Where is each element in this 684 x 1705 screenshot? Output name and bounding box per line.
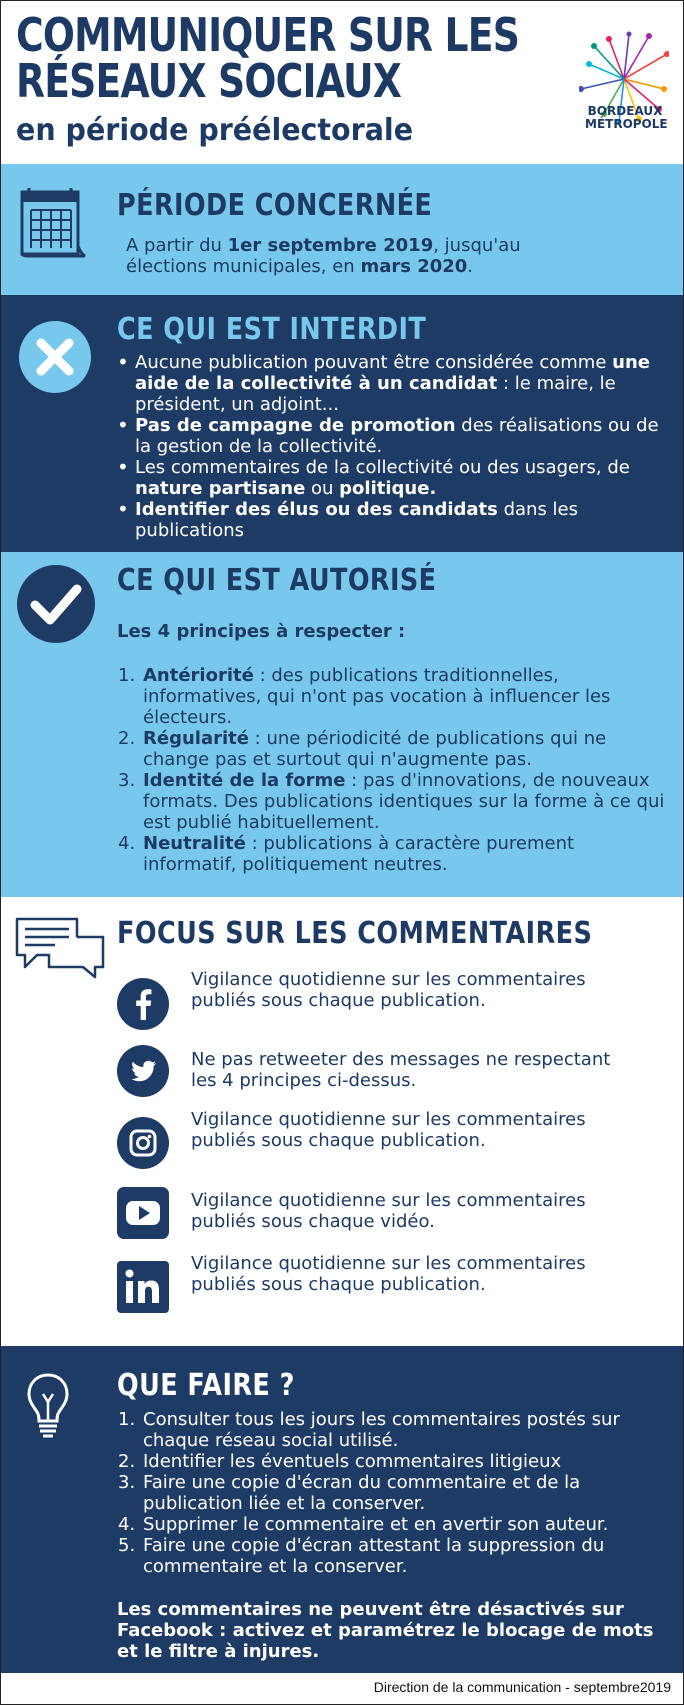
youtube-icon — [117, 1187, 169, 1239]
checkmark-icon — [17, 565, 95, 643]
periode-text-2: , jusqu'au élections municipales, en — [126, 235, 521, 277]
interdit-section — [1, 295, 683, 552]
autorise-item — [118, 770, 668, 833]
twitter-text: Ne pas retweeter des messages ne respectant les 4 principes ci-dessus. — [191, 1049, 611, 1091]
logo-line-1: BORDEAUX — [587, 104, 663, 118]
interdit-item-bold: une aide de la collectivité à un candidat — [135, 352, 650, 394]
autorise-section — [1, 552, 683, 897]
step-text: Consulter tous les jours les commentaires postés sur chaque réseau social utilisé. — [143, 1409, 620, 1451]
instagram-text: Vigilance quotidienne sur les commentaires publiés sous chaque publication. — [191, 1109, 586, 1151]
social-row-linkedin — [117, 1253, 657, 1319]
autorise-list — [118, 665, 668, 875]
social-row-instagram — [117, 1109, 657, 1175]
principle-text: : une périodicité de publications qui ne change pas et surtout qui n'augmente pas. — [143, 728, 607, 770]
linkedin-text: Vigilance quotidienne sur les commentaires publiés sous chaque publication. — [191, 1253, 586, 1295]
periode-text-3: . — [467, 256, 474, 277]
step-text: Faire une copie d'écran attestant la suppression du commentaire et la conserver. — [143, 1535, 605, 1577]
logo-text — [585, 104, 668, 131]
quefaire-item — [118, 1409, 668, 1451]
interdit-item — [135, 352, 675, 415]
autorise-intro: Les 4 principes à respecter : — [117, 621, 406, 642]
social-row-youtube — [117, 1187, 657, 1243]
focus-heading: FOCUS SUR LES COMMENTAIRES — [117, 916, 593, 951]
header — [1, 1, 683, 164]
interdit-item — [135, 499, 675, 541]
interdit-item-text: : le maire, le président, un adjoint... — [135, 373, 616, 415]
quefaire-list — [118, 1409, 668, 1577]
periode-date-end: mars 2020 — [360, 256, 468, 277]
title-line-2: RÉSEAUX SOCIAUX — [16, 54, 402, 108]
interdit-item-text: Aucune publication pouvant être considérée comme — [135, 352, 613, 373]
youtube-text: Vigilance quotidienne sur les commentaires publiés sous chaque vidéo. — [191, 1190, 586, 1232]
principle-text: : publications à caractère purement informatif, politiquement neutres. — [143, 833, 575, 875]
step-text: Supprimer le commentaire et en avertir son auteur. — [143, 1514, 609, 1535]
quefaire-item — [118, 1535, 668, 1577]
title-line-1: COMMUNIQUER SUR LES — [16, 8, 520, 62]
interdit-item-bold: nature partisane — [135, 478, 306, 499]
periode-text — [126, 235, 546, 277]
principle-name: Neutralité — [143, 833, 246, 854]
autorise-item — [118, 728, 668, 770]
footer-credit: Direction de la communication - septembre2019 — [373, 1679, 671, 1695]
principle-text: : des publications traditionnelles, informatives, qui n'ont pas vocation à influencer les électeurs. — [143, 665, 611, 728]
quefaire-item — [118, 1472, 668, 1514]
step-text: Identifier les éventuels commentaires litigieux — [143, 1451, 562, 1472]
quefaire-heading: QUE FAIRE ? — [117, 1368, 295, 1403]
quefaire-item — [118, 1514, 668, 1535]
interdit-item-text: Les commentaires de la collectivité ou des usagers, de — [135, 457, 630, 478]
periode-date-start: 1er septembre 2019 — [227, 235, 434, 256]
item-number: 2. — [118, 1451, 136, 1472]
facebook-text: Vigilance quotidienne sur les commentaires publiés sous chaque publication. — [191, 969, 586, 1011]
interdit-item-bold: Identifier des élus ou des candidats — [135, 499, 498, 520]
social-row-twitter — [117, 1045, 657, 1101]
quefaire-item — [118, 1451, 668, 1472]
interdit-item-text: ou — [305, 478, 340, 499]
quefaire-note: Les commentaires ne peuvent être désactivés sur Facebook : activez et paramétrez le blocage de mots et le filtre à injures. — [117, 1599, 654, 1662]
lightbulb-icon — [25, 1372, 71, 1442]
principle-name: Régularité — [143, 728, 249, 749]
interdit-item — [135, 457, 675, 499]
interdit-list — [117, 352, 675, 541]
periode-text-1: A partir du — [126, 235, 228, 256]
social-row-facebook — [117, 969, 657, 1035]
linkedin-icon — [117, 1261, 169, 1313]
item-number: 3. — [118, 1472, 136, 1493]
autorise-item — [118, 833, 668, 875]
item-number: 1. — [118, 665, 136, 686]
comments-icon — [15, 917, 105, 979]
periode-heading: PÉRIODE CONCERNÉE — [117, 188, 433, 223]
focus-section — [1, 897, 683, 1346]
item-number: 1. — [118, 1409, 136, 1430]
item-number: 4. — [118, 833, 136, 854]
interdit-item — [135, 415, 675, 457]
quefaire-section — [1, 1346, 683, 1673]
periode-section — [1, 164, 683, 295]
calendar-icon — [19, 186, 87, 260]
principle-text: : pas d'innovations, de nouveaux formats. Des publications identiques sur la forme à ce qui est publié habituellement. — [143, 770, 665, 833]
item-number: 5. — [118, 1535, 136, 1556]
item-number: 2. — [118, 728, 136, 749]
subtitle: en période préélectorale — [16, 113, 414, 148]
interdit-heading: CE QUI EST INTERDIT — [117, 312, 427, 347]
interdit-item-bold: Pas de campagne de promotion — [135, 415, 456, 436]
item-number: 3. — [118, 770, 136, 791]
twitter-icon — [117, 1045, 169, 1097]
interdit-item-text: des réalisations ou de la gestion de la collectivité. — [135, 415, 659, 457]
facebook-icon — [117, 978, 169, 1030]
principle-name: Identité de la forme — [143, 770, 346, 791]
forbidden-x-icon — [19, 321, 91, 393]
autorise-item — [118, 665, 668, 728]
item-number: 4. — [118, 1514, 136, 1535]
step-text: Faire une copie d'écran du commentaire et de la publication liée et la conserver. — [143, 1472, 581, 1514]
interdit-item-bold: politique. — [339, 478, 437, 499]
principle-name: Antériorité — [143, 665, 254, 686]
instagram-icon — [117, 1117, 169, 1169]
logo-line-2: MÉTROPOLE — [585, 117, 668, 131]
interdit-item-text: dans les publications — [135, 499, 579, 541]
autorise-heading: CE QUI EST AUTORISÉ — [117, 563, 437, 598]
